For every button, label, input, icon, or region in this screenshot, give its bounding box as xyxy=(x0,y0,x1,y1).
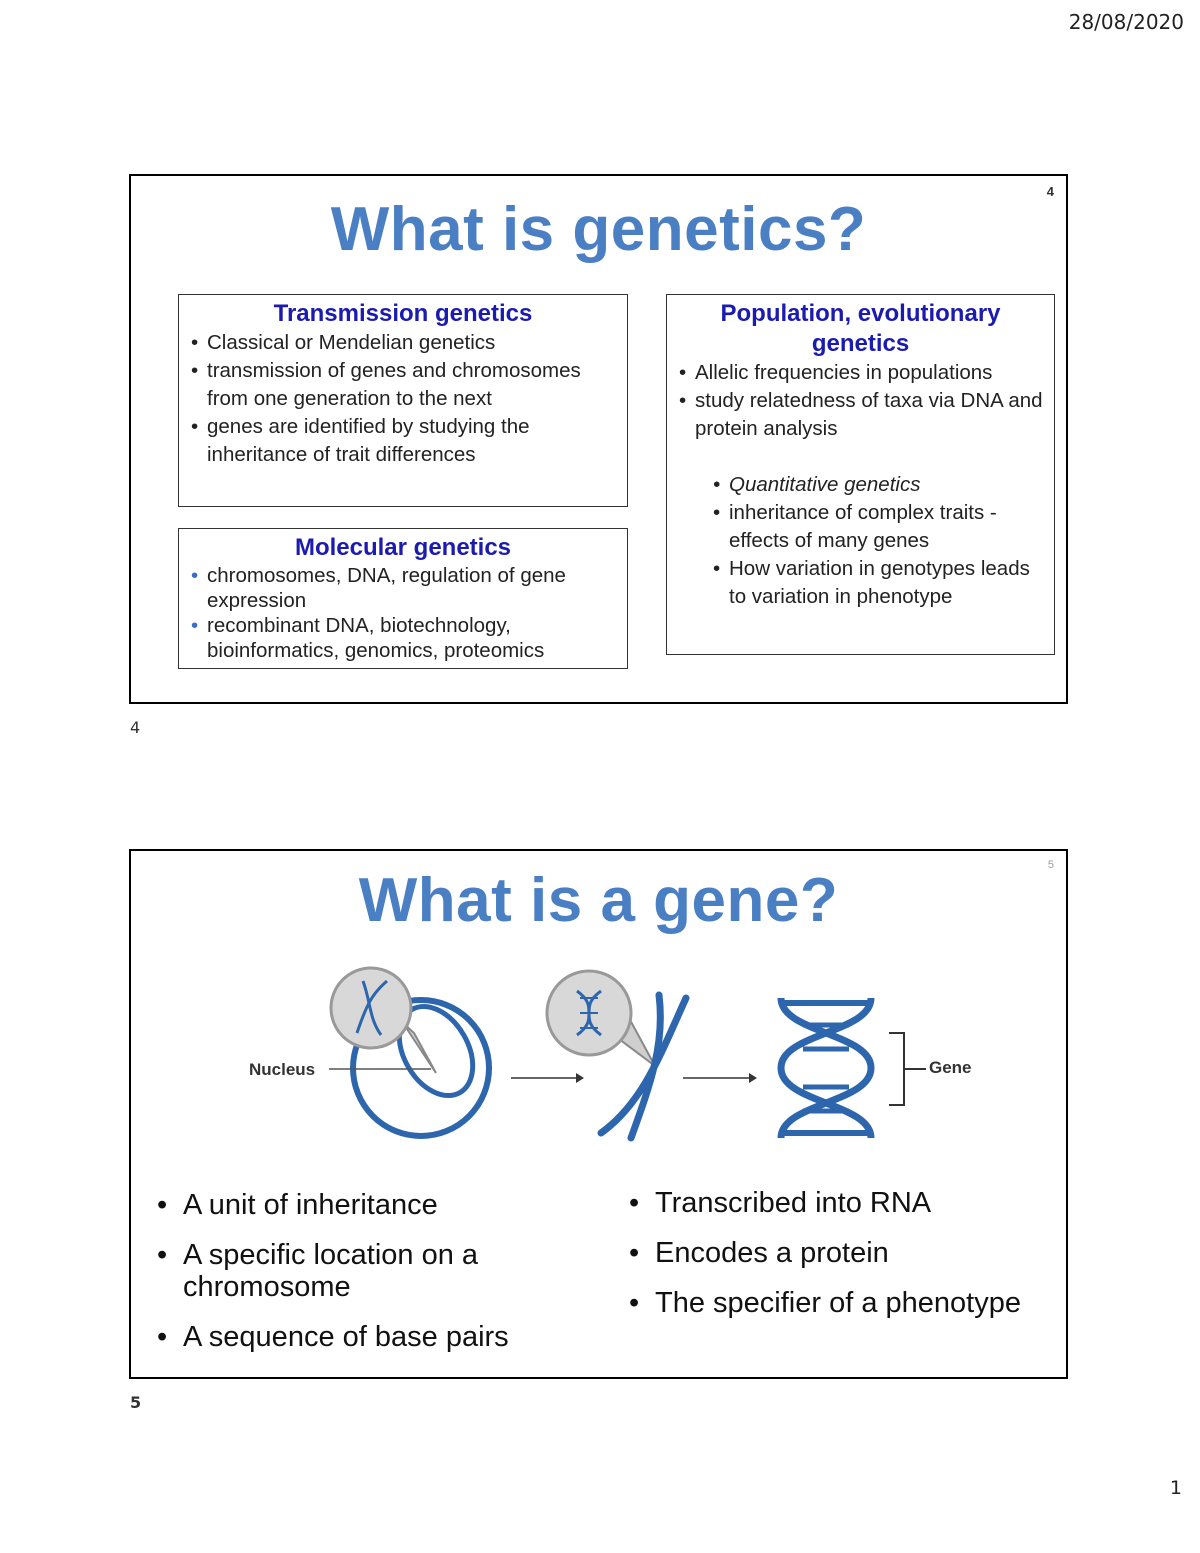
list-item: • transmission of genes and chromosomes from one generation to the next xyxy=(185,357,621,413)
list-item: • Transcribed into RNA xyxy=(627,1187,1057,1219)
list-item: • chromosomes, DNA, regulation of gene expression xyxy=(185,563,621,613)
bullet-list xyxy=(185,563,621,663)
slide-caption: 5 xyxy=(130,1393,142,1412)
slide-5 xyxy=(129,849,1068,1379)
box-heading: Population, evolutionary genetics xyxy=(720,300,1001,357)
gene-diagram xyxy=(131,963,1066,1163)
page-date: 28/08/2020 xyxy=(1068,10,1184,34)
slide-4 xyxy=(129,174,1068,704)
left-bullet-list xyxy=(155,1189,575,1371)
list-item: • recombinant DNA, biotechnology, bioinformatics, genomics, proteomics xyxy=(185,613,621,663)
nucleus-label: Nucleus xyxy=(249,1060,316,1079)
list-item: • Quantitative genetics xyxy=(707,471,1048,499)
list-item: • Classical or Mendelian genetics xyxy=(185,329,621,357)
box-heading: Molecular genetics xyxy=(294,534,512,561)
arrow-icon xyxy=(511,1073,584,1083)
list-item: • Allelic frequencies in populations xyxy=(673,359,1048,387)
list-item: • The specifier of a phenotype xyxy=(627,1287,1057,1319)
list-item: • A sequence of base pairs xyxy=(155,1321,575,1353)
gene-label: Gene xyxy=(929,1058,972,1077)
slide-number: 5 xyxy=(1047,859,1054,871)
slide-title: What is genetics? xyxy=(330,195,867,264)
sub-bullet-list xyxy=(673,471,1048,611)
bullet-list xyxy=(185,329,621,469)
magnifier-chromosome-icon xyxy=(331,968,436,1073)
transmission-genetics-box xyxy=(178,294,628,507)
bullet-list xyxy=(673,359,1048,443)
right-bullet-list xyxy=(627,1187,1057,1337)
page-number: 1 xyxy=(1169,1477,1182,1499)
list-item: • A specific location on a chromosome xyxy=(155,1239,575,1303)
list-item: • Encodes a protein xyxy=(627,1237,1057,1269)
magnifier-dna-icon xyxy=(547,971,655,1066)
list-item: • How variation in genotypes leads to variation in phenotype xyxy=(707,555,1048,611)
slide-number: 4 xyxy=(1046,184,1054,199)
list-item: • A unit of inheritance xyxy=(155,1189,575,1221)
list-item: • study relatedness of taxa via DNA and protein analysis xyxy=(673,387,1048,443)
molecular-genetics-box xyxy=(178,528,628,669)
list-item: • genes are identified by studying the inheritance of trait differences xyxy=(185,413,621,469)
arrow-icon xyxy=(683,1073,757,1083)
box-heading: Transmission genetics xyxy=(273,300,533,327)
slide-caption: 4 xyxy=(130,718,141,737)
population-genetics-box xyxy=(666,294,1055,655)
dna-helix-icon xyxy=(781,998,871,1138)
gene-bracket-icon xyxy=(889,1033,926,1105)
list-item: • inheritance of complex traits - effects of many genes xyxy=(707,499,1048,555)
slide-title: What is a gene? xyxy=(358,866,839,935)
